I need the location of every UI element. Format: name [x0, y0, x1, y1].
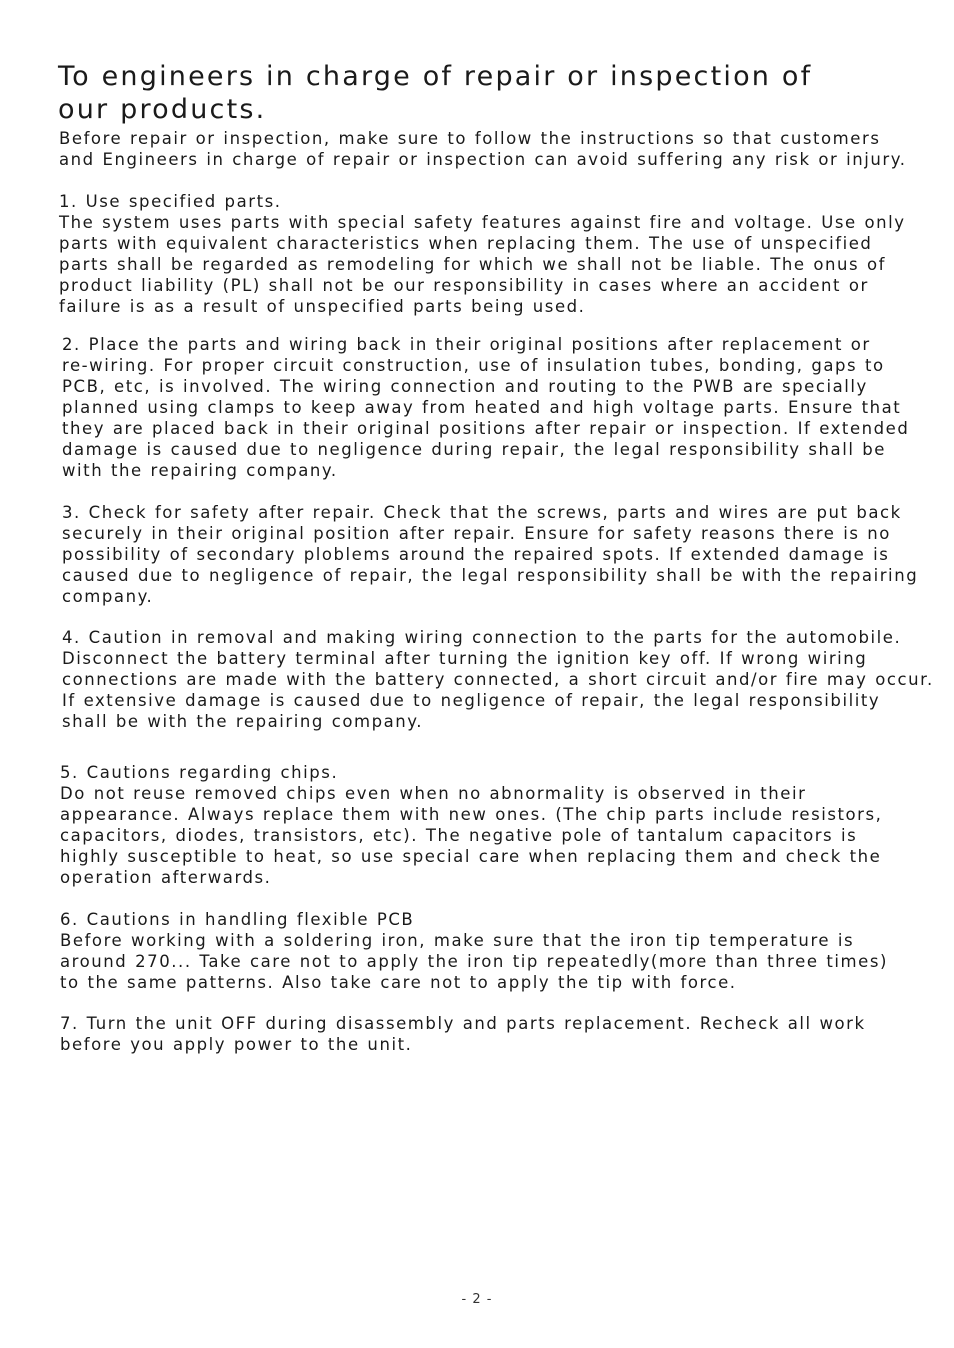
page-number: - 2 - — [461, 1292, 493, 1307]
section-7-power-off-caution: 7. Turn the unit OFF during disassembly and parts replacement. Recheck all work before you apply power to the unit. — [60, 1014, 866, 1054]
section-5-chip-cautions: 5. Cautions regarding chips. Do not reuse removed chips even when no abnormality is observed in their appearance. Always replace them with new ones. (The chip parts include resistors, capacitors, diodes, transistors, etc). The negative pole of tantalum capacitors is highly susceptible to heat, so use special care when replacing them and check the operation afterwards. — [60, 763, 883, 887]
section-4-automobile-wiring-caution: 4. Caution in removal and making wiring connection to the parts for the automobile. Disconnect the battery terminal after turning the ignition key off. If wrong wiring connections are made with the battery connected, a short circuit and/or fire may occur. If extensive damage is caused due to negligence of repair, the legal responsibility shall be with the repairing company. — [62, 628, 934, 731]
page-title: To engineers in charge of repair or inspection of our products. — [58, 61, 813, 125]
section-3-safety-after-repair: 3. Check for safety after repair. Check that the screws, parts and wires are put back securely in their original position after repair. Ensure for safety reasons there is no possibility of secondary ploblems around the repaired spots. If extended damage is caused due to negligence of repair, the legal responsibility shall be with the repairing company. — [62, 503, 919, 606]
section-1-use-specified-parts: 1. Use specified parts. The system uses parts with special safety features against fire and voltage. Use only parts with equivalent characteristics when replacing them. The use of unspecified parts shall be regarded as remodeling for which we shall not be liable. The onus of product liability (PL) shall not be our responsibility in cases where an accident or failure is as a result of unspecified parts being used. — [59, 192, 906, 316]
section-6-flexible-pcb-cautions: 6. Cautions in handling flexible PCB Before working with a soldering iron, make sure that the iron tip temperature is around 270... Take care not to apply the iron tip repeatedly(more than three times) to the same patterns. Also take care not to apply the tip with force. — [60, 910, 888, 992]
section-2-parts-wiring-positions: 2. Place the parts and wiring back in their original positions after replacement or re-wiring. For proper circuit construction, use of insulation tubes, bonding, gaps to PCB, etc, is involved. The wiring connection and routing to the PWB are specially planned using clamps to keep away from heated and high voltage parts. Ensure that they are placed back in their original positions after repair or inspection. If extended damage is caused due to negligence during repair, the legal responsibility shall be with the repairing company. — [62, 335, 910, 480]
intro-paragraph: Before repair or inspection, make sure to follow the instructions so that customers and Engineers in charge of repair or inspection can avoid suffering any risk or injury. — [59, 129, 907, 169]
